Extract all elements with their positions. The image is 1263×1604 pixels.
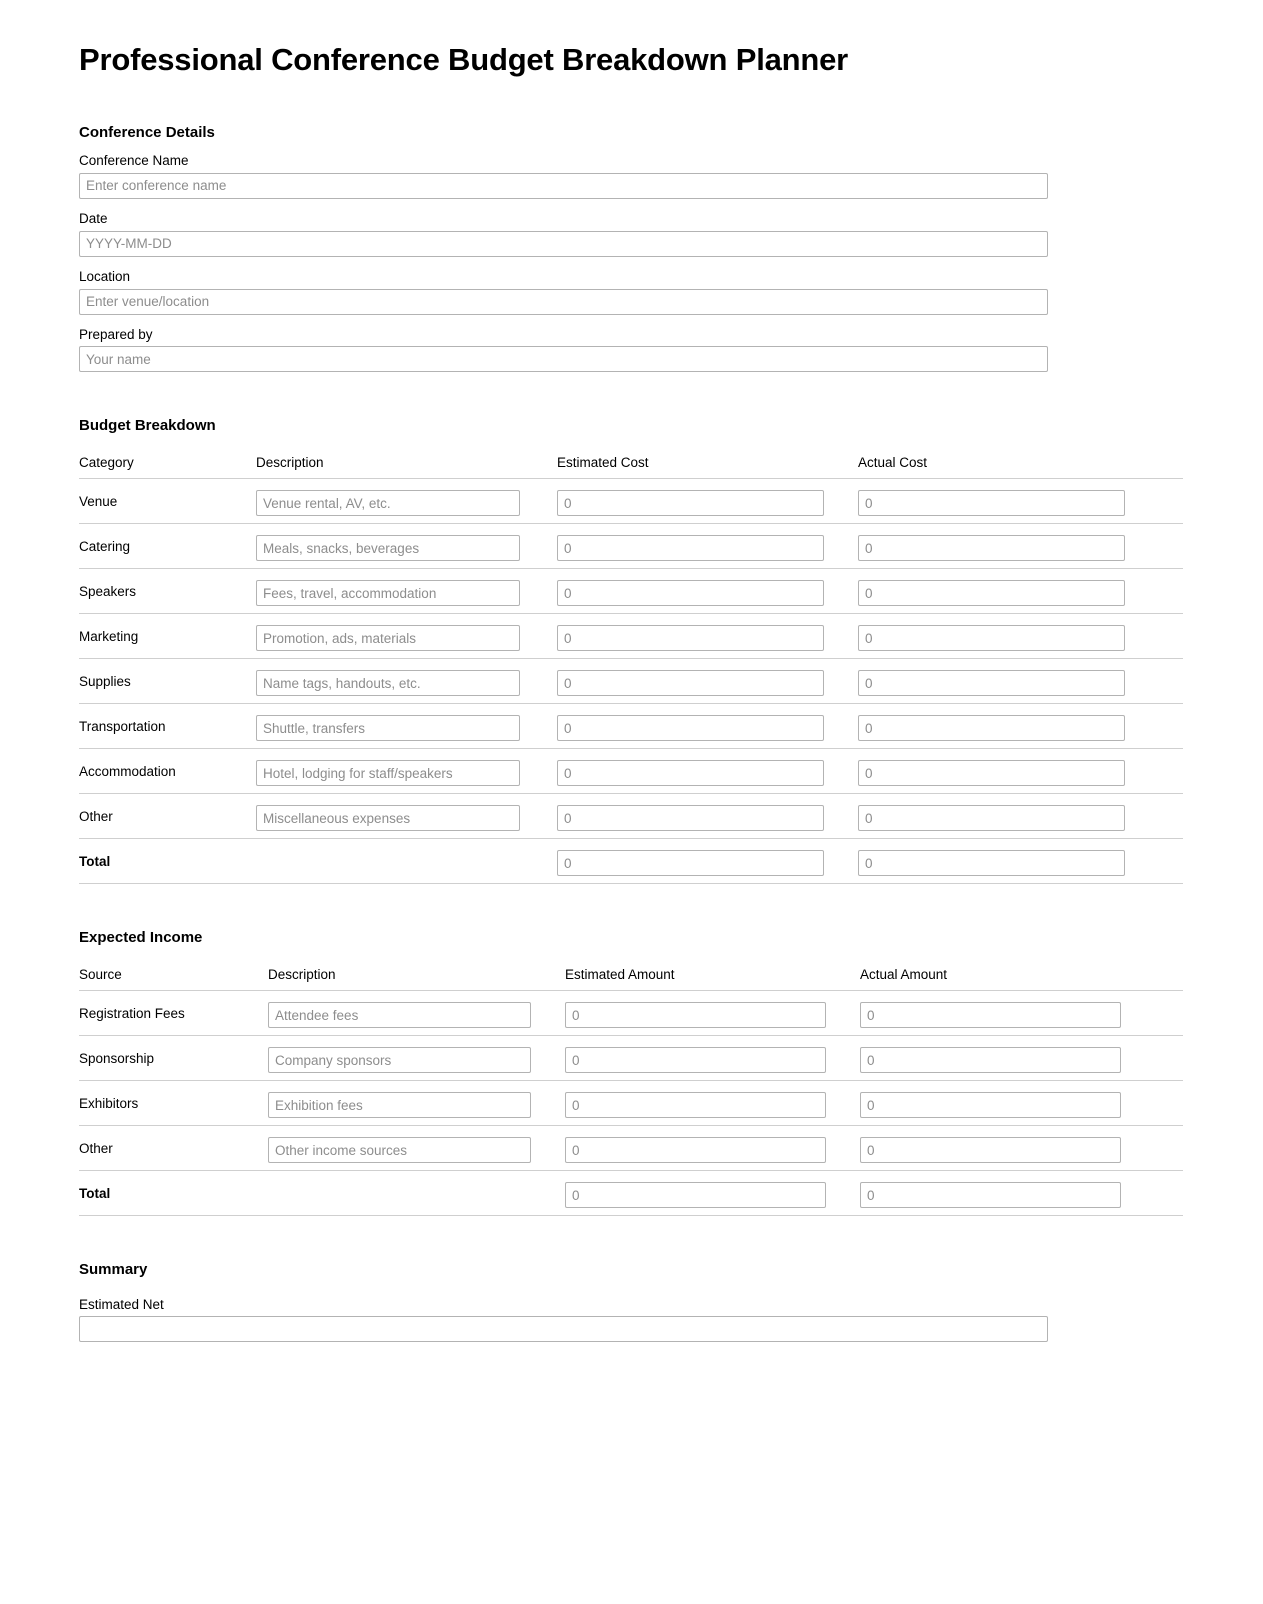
budget-description-input[interactable] [256,535,520,561]
income-column-estimated-amount: Estimated Amount [565,967,860,991]
income-table [79,967,1183,1216]
income-row-label: Registration Fees [79,1005,185,1021]
table-row [79,749,1183,794]
income-actual-amount-input[interactable] [860,1047,1121,1073]
section-heading-conference-details: Conference Details [79,124,215,142]
location-input[interactable] [79,289,1048,315]
budget-table-body [79,479,1183,884]
budget-row-label: Venue [79,493,118,509]
budget-column-actual-cost: Actual Cost [858,455,1183,479]
income-total-label: Total [79,1185,111,1201]
income-table-body [79,991,1183,1216]
section-budget-breakdown [79,417,1183,884]
budget-row-label: Other [79,808,113,824]
table-row [79,1126,1183,1171]
section-conference-details [79,124,1183,372]
budget-actual-cost-input[interactable] [858,805,1125,831]
budget-estimated-cost-input[interactable] [557,670,824,696]
income-total-description-cell [268,1171,565,1216]
label-date: Date [79,210,108,226]
table-row [79,659,1183,704]
table-row [79,1036,1183,1081]
budget-description-input[interactable] [256,760,520,786]
label-estimated-net: Estimated Net [79,1297,164,1313]
income-estimated-amount-input[interactable] [565,1002,826,1028]
income-total-estimated-input[interactable] [565,1182,826,1208]
income-description-input[interactable] [268,1137,531,1163]
table-row [79,569,1183,614]
prepared-by-input[interactable] [79,346,1048,372]
budget-column-description: Description [256,455,557,479]
section-heading-summary: Summary [79,1261,148,1279]
budget-table [79,455,1183,884]
budget-estimated-cost-input[interactable] [557,535,824,561]
budget-column-category: Category [79,455,256,479]
field-group-prepared-by [79,328,1183,373]
budget-estimated-cost-input[interactable] [557,760,824,786]
budget-actual-cost-input[interactable] [858,670,1125,696]
income-total-actual-input[interactable] [860,1182,1121,1208]
budget-column-estimated-cost: Estimated Cost [557,455,858,479]
label-location: Location [79,268,131,284]
section-expected-income [79,929,1183,1216]
budget-estimated-cost-input[interactable] [557,490,824,516]
income-estimated-amount-input[interactable] [565,1092,826,1118]
budget-total-estimated-input[interactable] [557,850,824,876]
income-table-header-row [79,967,1183,991]
income-estimated-amount-input[interactable] [565,1047,826,1073]
budget-total-label: Total [79,853,111,869]
table-row [79,794,1183,839]
income-row-label: Other [79,1140,113,1156]
field-group-date [79,212,1183,257]
budget-row-label: Catering [79,538,131,554]
date-input[interactable] [79,231,1048,257]
budget-description-input[interactable] [256,580,520,606]
income-column-description: Description [268,967,565,991]
budget-actual-cost-input[interactable] [858,715,1125,741]
field-group-location [79,270,1183,315]
budget-estimated-cost-input[interactable] [557,715,824,741]
income-description-input[interactable] [268,1002,531,1028]
table-row [79,524,1183,569]
budget-actual-cost-input[interactable] [858,580,1125,606]
budget-description-input[interactable] [256,805,520,831]
label-conference-name: Conference Name [79,153,189,169]
label-prepared-by: Prepared by [79,326,153,342]
budget-table-header-row [79,455,1183,479]
income-actual-amount-input[interactable] [860,1092,1121,1118]
conference-name-input[interactable] [79,173,1048,199]
budget-actual-cost-input[interactable] [858,535,1125,561]
budget-total-actual-input[interactable] [858,850,1125,876]
budget-row-label: Transportation [79,718,166,734]
document-content [79,0,1183,1342]
income-actual-amount-input[interactable] [860,1002,1121,1028]
field-group-conference-name [79,154,1183,199]
budget-actual-cost-input[interactable] [858,490,1125,516]
budget-estimated-cost-input[interactable] [557,580,824,606]
income-row-label: Exhibitors [79,1095,139,1111]
budget-description-input[interactable] [256,715,520,741]
budget-estimated-cost-input[interactable] [557,805,824,831]
income-total-row [79,1171,1183,1216]
budget-total-description-cell [256,839,557,884]
table-row [79,991,1183,1036]
page-title: Professional Conference Budget Breakdown Planner [79,42,849,77]
table-row [79,614,1183,659]
budget-row-label: Accommodation [79,763,176,779]
table-row [79,704,1183,749]
section-heading-expected-income: Expected Income [79,929,203,947]
estimated-net-input[interactable] [79,1316,1048,1342]
income-column-source: Source [79,967,268,991]
budget-actual-cost-input[interactable] [858,760,1125,786]
income-description-input[interactable] [268,1092,531,1118]
income-description-input[interactable] [268,1047,531,1073]
budget-description-input[interactable] [256,490,520,516]
income-actual-amount-input[interactable] [860,1137,1121,1163]
budget-actual-cost-input[interactable] [858,625,1125,651]
budget-total-row [79,839,1183,884]
section-summary [79,1261,1183,1342]
income-estimated-amount-input[interactable] [565,1137,826,1163]
budget-row-label: Marketing [79,628,139,644]
budget-estimated-cost-input[interactable] [557,625,824,651]
budget-description-input[interactable] [256,670,520,696]
budget-row-label: Speakers [79,583,137,599]
budget-description-input[interactable] [256,625,520,651]
budget-row-label: Supplies [79,673,131,689]
table-row [79,479,1183,524]
table-row [79,1081,1183,1126]
income-row-label: Sponsorship [79,1050,155,1066]
section-heading-budget-breakdown: Budget Breakdown [79,417,216,435]
income-column-actual-amount: Actual Amount [860,967,1183,991]
